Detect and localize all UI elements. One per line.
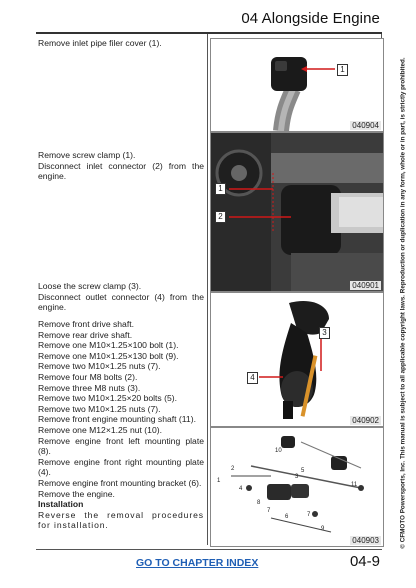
callout-1: 1 <box>217 478 221 484</box>
inlet-connector-photo <box>211 133 383 291</box>
list-item: Remove two M10×1.25 nuts (7). <box>38 403 161 414</box>
copyright-text: © CFMOTO Powersports, Inc. This manual is subject to all applicable copyright laws. Reproduction or duplication in any form, whole or in part, is strictly prohibited. <box>399 57 407 549</box>
list-item: Remove two M10×1.25 nuts (7). <box>38 361 161 372</box>
callout-1: 1 <box>215 183 226 195</box>
list-item: Remove engine front right mounting plate (4). <box>38 456 204 478</box>
list-item: Remove engine front left mounting plate (8). <box>38 435 204 457</box>
list-item: Remove two M10×1.25×20 bolts (5). <box>38 393 178 404</box>
callout-3: 3 <box>319 327 330 339</box>
figure-number: 040902 <box>352 416 379 425</box>
figure-number: 040904 <box>352 121 379 130</box>
list-item: Remove front engine mounting shaft (11). <box>38 414 196 425</box>
list-item: Remove engine front mounting bracket (6). <box>38 477 202 488</box>
step-text: Remove inlet pipe filer cover (1). <box>38 38 162 48</box>
figure-040902 <box>210 292 384 427</box>
callout-7: 7 <box>267 508 271 514</box>
step-text: Disconnect inlet connector (2) from the engine. <box>38 160 204 182</box>
list-item: Remove front drive shaft. <box>38 319 135 329</box>
figure-040904 <box>210 38 384 132</box>
callout-7: 7 <box>307 512 311 518</box>
callout-11: 11 <box>351 482 358 488</box>
list-item: Remove the engine. <box>38 488 115 499</box>
callout-2: 2 <box>231 466 235 472</box>
step-outlet <box>38 281 204 313</box>
step-text: Remove screw clamp (1). <box>38 150 136 160</box>
engine-removal-steps <box>38 319 204 531</box>
step-text: Loose the screw clamp (3). <box>38 281 142 291</box>
copyright-notice <box>396 57 410 549</box>
callout-4: 4 <box>247 372 258 384</box>
page-title: 04 Alongside Engine <box>241 10 380 27</box>
outlet-connector-illustration <box>211 293 383 426</box>
callout-9: 9 <box>321 526 325 532</box>
installation-text: Reverse the removal procedures for installation. <box>38 509 204 531</box>
installation-heading: Installation <box>38 499 84 510</box>
callout-8: 8 <box>257 500 261 506</box>
column-divider <box>207 34 208 545</box>
list-item: Remove three M8 nuts (3). <box>38 382 141 393</box>
figure-number: 040903 <box>352 536 379 545</box>
callout-5: 5 <box>301 468 305 474</box>
callout-2: 2 <box>215 211 226 223</box>
filter-cover-illustration <box>211 39 383 131</box>
chapter-index-link[interactable]: GO TO CHAPTER INDEX <box>136 557 259 569</box>
list-item: Remove one M10×1.25×100 bolt (1). <box>38 340 179 351</box>
list-item: Remove four M8 bolts (2). <box>38 371 138 382</box>
step-remove-cover <box>38 38 204 49</box>
figure-number: 040901 <box>352 281 379 290</box>
callout-6: 6 <box>285 514 289 520</box>
callout-4: 4 <box>239 486 243 492</box>
callout-10: 10 <box>275 448 282 454</box>
callout-1: 1 <box>337 64 348 76</box>
step-text: Disconnect outlet connector (4) from the engine. <box>38 291 204 313</box>
header-rule <box>36 32 382 34</box>
list-item: Remove one M12×1.25 nut (10). <box>38 424 162 435</box>
figure-040901 <box>210 132 384 292</box>
list-item: Remove rear drive shaft. <box>38 329 133 340</box>
footer-rule <box>36 549 382 550</box>
callout-3: 3 <box>295 474 299 480</box>
step-inlet <box>38 150 204 182</box>
page-number: 04-9 <box>349 553 380 570</box>
figure-040903 <box>210 427 384 547</box>
list-item: Remove one M10×1.25×130 bolt (9). <box>38 350 179 361</box>
